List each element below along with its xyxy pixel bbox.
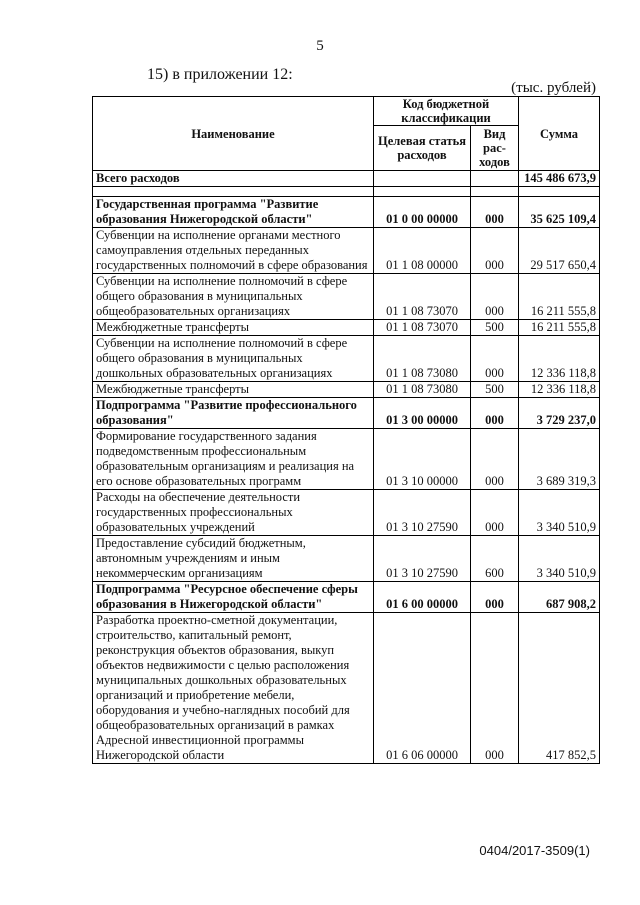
header-sum: Сумма [519,97,600,171]
row-name: Разработка проектно-сметной документации, строительство, капитальный ремонт, реконструкция объектов образования, выкуп объектов недвижимости с целью расположения муниципальных дошкольных образовательных организаций и приобретение мебели, оборудования и учебно-наглядных пособий для общеобразовательных организаций в рамках Адресной инвестиционной программы Нижегородской области [93,613,374,764]
row-name: Расходы на обеспечение деятельности государственных профессиональных образовательных учреждений [93,490,374,536]
row-name: Межбюджетные трансферты [93,320,374,336]
row-sum [519,187,600,197]
table-row [93,613,600,764]
row-target-code [374,171,471,187]
header-name: Наименование [93,97,374,171]
intro-text: 15) в приложении 12: [147,66,293,83]
row-sum: 3 340 510,9 [519,536,600,582]
row-sum: 3 689 319,3 [519,429,600,490]
table-row [93,582,600,613]
budget-table [92,96,600,764]
row-sum: 417 852,5 [519,613,600,764]
row-sum: 3 340 510,9 [519,490,600,536]
row-expense-type: 600 [471,536,519,582]
row-sum: 29 517 650,4 [519,228,600,274]
row-expense-type: 000 [471,228,519,274]
row-target-code: 01 3 10 27590 [374,536,471,582]
row-name: Субвенции на исполнение полномочий в сфере общего образования в муниципальных дошкольных образовательных организациях [93,336,374,382]
row-target-code: 01 3 10 00000 [374,429,471,490]
row-expense-type: 000 [471,582,519,613]
row-name [93,187,374,197]
row-expense-type: 500 [471,320,519,336]
table-row [93,490,600,536]
row-expense-type: 000 [471,490,519,536]
row-name: Предоставление субсидий бюджетным, автономным учреждениям и иным некоммерческим организациям [93,536,374,582]
row-target-code: 01 6 00 00000 [374,582,471,613]
row-target-code: 01 1 08 73070 [374,274,471,320]
row-name: Государственная программа "Развитие образования Нижегородской области" [93,197,374,228]
table-row [93,429,600,490]
header-target: Целевая статья расходов [374,126,471,171]
row-name: Подпрограмма "Ресурсное обеспечение сферы образования в Нижегородской области" [93,582,374,613]
header-type: Вид рас-ходов [471,126,519,171]
table-row [93,228,600,274]
row-sum: 3 729 237,0 [519,398,600,429]
row-sum: 16 211 555,8 [519,274,600,320]
row-target-code: 01 3 00 00000 [374,398,471,429]
table-row [93,187,600,197]
row-expense-type [471,171,519,187]
row-target-code: 01 6 06 00000 [374,613,471,764]
row-target-code: 01 1 08 00000 [374,228,471,274]
row-name: Всего расходов [93,171,374,187]
row-target-code: 01 1 08 73070 [374,320,471,336]
row-expense-type: 000 [471,197,519,228]
row-sum: 16 211 555,8 [519,320,600,336]
table-body [93,171,600,764]
row-sum: 12 336 118,8 [519,336,600,382]
row-expense-type: 500 [471,382,519,398]
row-target-code: 01 1 08 73080 [374,336,471,382]
row-expense-type: 000 [471,274,519,320]
table-row [93,336,600,382]
table-row [93,536,600,582]
row-sum: 35 625 109,4 [519,197,600,228]
row-name: Подпрограмма "Развитие профессионального образования" [93,398,374,429]
row-expense-type: 000 [471,336,519,382]
table-row [93,274,600,320]
table-row [93,398,600,429]
row-name: Формирование государственного задания подведомственным профессиональным образовательным организациям и реализация на его основе образовательных программ [93,429,374,490]
row-target-code [374,187,471,197]
row-expense-type: 000 [471,613,519,764]
row-sum: 145 486 673,9 [519,171,600,187]
row-target-code: 01 0 00 00000 [374,197,471,228]
row-target-code: 01 3 10 27590 [374,490,471,536]
page-number: 5 [316,38,324,54]
row-target-code: 01 1 08 73080 [374,382,471,398]
row-sum: 12 336 118,8 [519,382,600,398]
units-label: (тыс. рублей) [511,80,596,96]
table-row [93,382,600,398]
row-sum: 687 908,2 [519,582,600,613]
row-name: Субвенции на исполнение полномочий в сфере общего образования в муниципальных общеобразовательных организациях [93,274,374,320]
table-row [93,171,600,187]
row-expense-type [471,187,519,197]
header-code-group: Код бюджетной классификации [374,97,519,126]
document-number: 0404/2017-3509(1) [479,843,590,858]
row-expense-type: 000 [471,398,519,429]
table-row [93,320,600,336]
row-expense-type: 000 [471,429,519,490]
row-name: Межбюджетные трансферты [93,382,374,398]
row-name: Субвенции на исполнение органами местного самоуправления отдельных переданных государственных полномочий в сфере образования [93,228,374,274]
table-row [93,197,600,228]
